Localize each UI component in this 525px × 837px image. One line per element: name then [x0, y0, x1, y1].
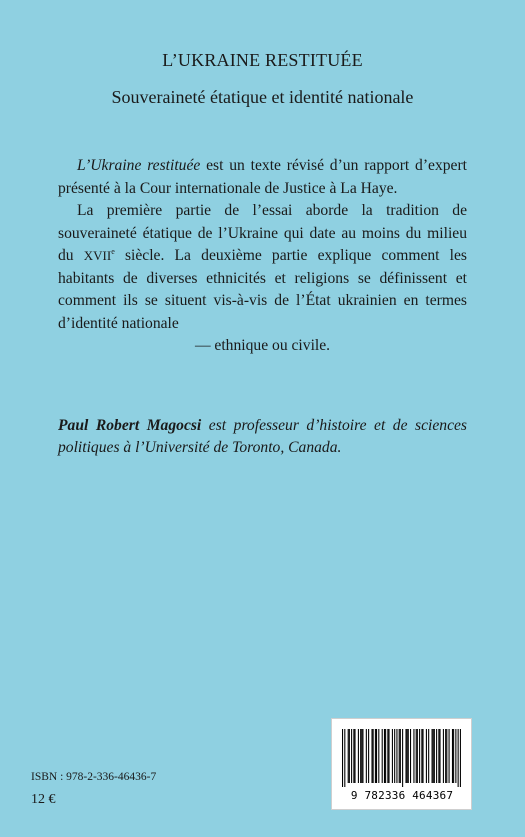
book-title: L’UKRAINE RESTITUÉE	[162, 50, 363, 70]
author-bio-text: est professeur d’histoire et de sciences politiques à l’Université de Toronto, Canada.	[58, 417, 467, 456]
description-paragraph-2	[58, 200, 467, 358]
price-text: 12 €	[31, 792, 56, 807]
italic-book-title: L’Ukraine restituée	[77, 157, 201, 174]
paragraph-1-text: est un texte révisé d’un rapport d’expert présenté à la Cour internationale de Justice à La Haye.	[58, 157, 467, 197]
author-name: Paul Robert Magocsi	[58, 417, 202, 434]
description-paragraph-1	[58, 155, 467, 200]
paragraph-2-last-line: — ethnique ou civile.	[194, 337, 331, 354]
barcode-digits: 9 782336 464367	[350, 789, 454, 802]
barcode-bars	[342, 729, 461, 787]
isbn-text: ISBN : 978-2-336-46436-7	[31, 771, 157, 783]
paragraph-2-text-b: siècle. La deuxième partie explique comment les habitants de diverses ethnicités et religions se définissent et comment ils se situent vis-à-vis de l’État ukrainien en termes d’identité nationale	[58, 247, 467, 332]
paragraph-2-text-a: La première partie de l’essai aborde la tradition de souveraineté étatique de l’Ukraine qui date au moins du milieu du	[58, 202, 467, 264]
barcode	[331, 718, 472, 810]
description-block	[58, 155, 467, 358]
book-subtitle: Souveraineté étatique et identité nationale	[111, 87, 414, 107]
author-bio	[58, 415, 467, 459]
century-numeral: XVII	[83, 248, 112, 263]
century-suffix: e	[111, 246, 115, 256]
